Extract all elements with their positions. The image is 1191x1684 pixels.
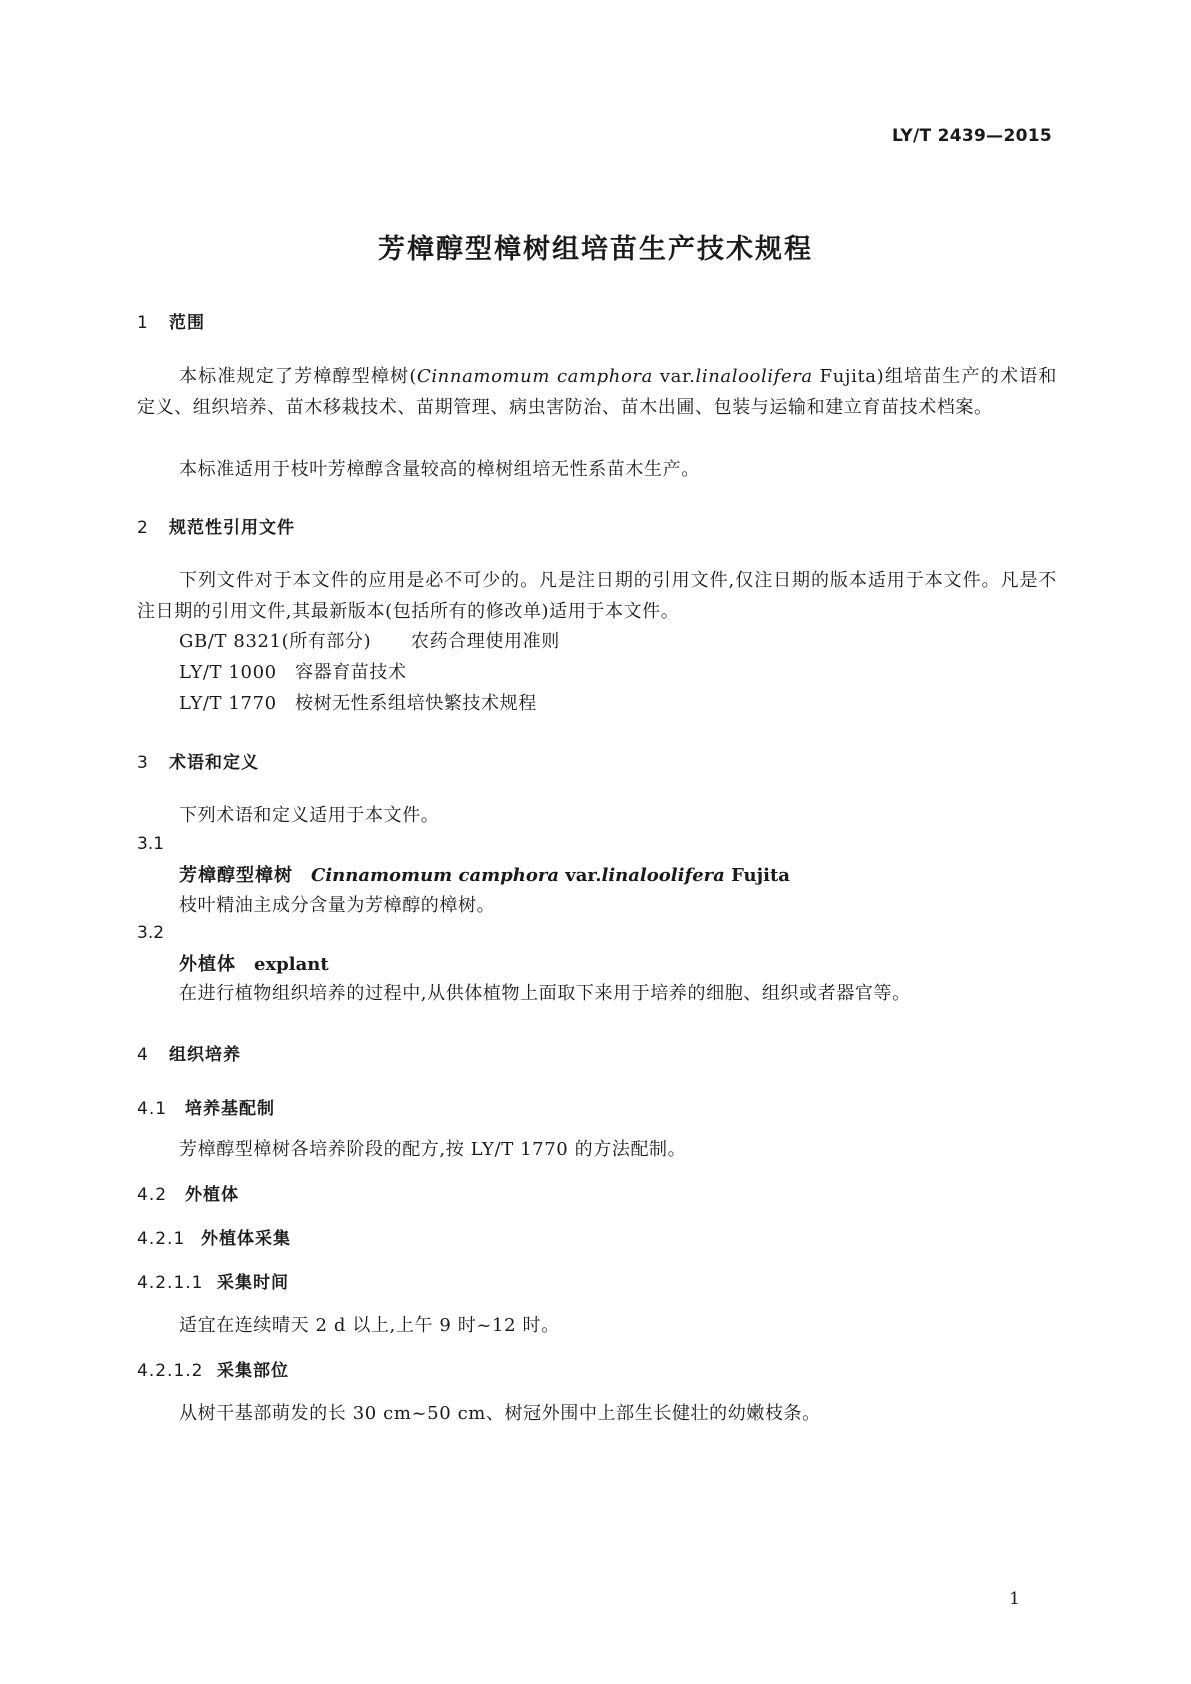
section-number: 4.2 — [137, 1185, 168, 1205]
section-1-heading — [137, 308, 205, 333]
reference-item — [179, 689, 537, 715]
section-title: 术语和定义 — [169, 753, 259, 773]
section-3-heading — [137, 748, 259, 773]
reference-code: LY/T 1000 — [179, 662, 277, 683]
term-variety-name: linaloolifera — [601, 865, 725, 886]
text-segment: Fujita)组培苗生产的术语和定义、组织培养、苗木移栽技术、苗期管理、病虫害防治、苗木出圃、包装与运输和建立育苗技术档案。 — [137, 366, 1057, 418]
section-number: 1 — [137, 313, 149, 333]
section-number: 4.2.1 — [137, 1229, 186, 1249]
standard-code: LY/T 2439—2015 — [891, 126, 1052, 146]
section-4-2-1-1-text: 适宜在连续晴天 2 d 以上,上午 9 时~12 时。 — [179, 1315, 560, 1336]
section-number: 4.2.1.2 — [137, 1361, 204, 1381]
section-title: 外植体采集 — [201, 1229, 291, 1249]
section-1-paragraph-1 — [137, 361, 1057, 423]
term-definition: 枝叶精油主成分含量为芳樟醇的樟树。 — [179, 895, 496, 916]
reference-item — [179, 627, 560, 653]
section-4-2-heading — [137, 1180, 239, 1205]
page-number: 1 — [1009, 1589, 1020, 1609]
section-title: 规范性引用文件 — [169, 518, 295, 538]
reference-title: 农药合理使用准则 — [411, 631, 560, 652]
reference-code: LY/T 1770 — [179, 693, 277, 714]
text-segment: var. — [652, 366, 696, 387]
section-4-2-1-1-heading — [137, 1268, 289, 1293]
reference-code: GB/T 8321(所有部分) — [179, 631, 372, 652]
section-4-2-1-2-text: 从树干基部萌发的长 30 cm~50 cm、树冠外围中上部生长健壮的幼嫩枝条。 — [179, 1403, 821, 1424]
section-number: 4.2.1.1 — [137, 1273, 204, 1293]
section-title: 组织培养 — [169, 1045, 241, 1065]
section-3-intro: 下列术语和定义适用于本文件。 — [179, 805, 440, 826]
section-number: 4 — [137, 1045, 149, 1065]
term-author: Fujita — [724, 865, 790, 886]
term-number: 3.1 — [137, 834, 165, 854]
section-number: 3 — [137, 753, 149, 773]
section-title: 培养基配制 — [185, 1099, 275, 1119]
section-title: 外植体 — [185, 1185, 239, 1205]
section-2-paragraph: 下列文件对于本文件的应用是必不可少的。凡是注日期的引用文件,仅注日期的版本适用于本文件。凡是不注日期的引用文件,其最新版本(包括所有的修改单)适用于本文件。 — [137, 570, 1057, 622]
term-entry — [179, 950, 329, 976]
section-title: 采集时间 — [217, 1273, 289, 1293]
section-4-2-1-heading — [137, 1224, 291, 1249]
term-english: explant — [254, 954, 329, 975]
term-chinese: 芳樟醇型樟树 — [179, 865, 293, 886]
term-entry — [179, 861, 790, 887]
section-4-2-1-2-heading — [137, 1356, 289, 1381]
variety-name: linaloolifera — [695, 366, 813, 387]
section-title: 采集部位 — [217, 1361, 289, 1381]
section-number: 4.1 — [137, 1099, 168, 1119]
term-chinese: 外植体 — [179, 954, 236, 975]
term-var: var. — [559, 865, 602, 886]
term-scientific-name: Cinnamomum camphora — [311, 865, 559, 886]
section-title: 范围 — [169, 313, 205, 333]
section-4-1-heading — [137, 1094, 275, 1119]
section-4-1-text: 芳樟醇型樟树各培养阶段的配方,按 LY/T 1770 的方法配制。 — [179, 1139, 687, 1160]
section-1-paragraph-2: 本标准适用于枝叶芳樟醇含量较高的樟树组培无性系苗木生产。 — [179, 459, 700, 480]
document-title: 芳樟醇型樟树组培苗生产技术规程 — [378, 234, 813, 265]
term-definition: 在进行植物组织培养的过程中,从供体植物上面取下来用于培养的细胞、组织或者器官等。 — [179, 983, 911, 1004]
reference-title: 桉树无性系组培快繁技术规程 — [295, 693, 537, 714]
reference-title: 容器育苗技术 — [295, 662, 407, 683]
scientific-name: Cinnamomum camphora — [416, 366, 653, 387]
reference-item — [179, 658, 407, 684]
term-number: 3.2 — [137, 923, 165, 943]
text-segment: 本标准规定了芳樟醇型樟树( — [179, 366, 417, 387]
section-2-heading — [137, 513, 295, 538]
section-4-heading — [137, 1040, 241, 1065]
section-number: 2 — [137, 518, 149, 538]
